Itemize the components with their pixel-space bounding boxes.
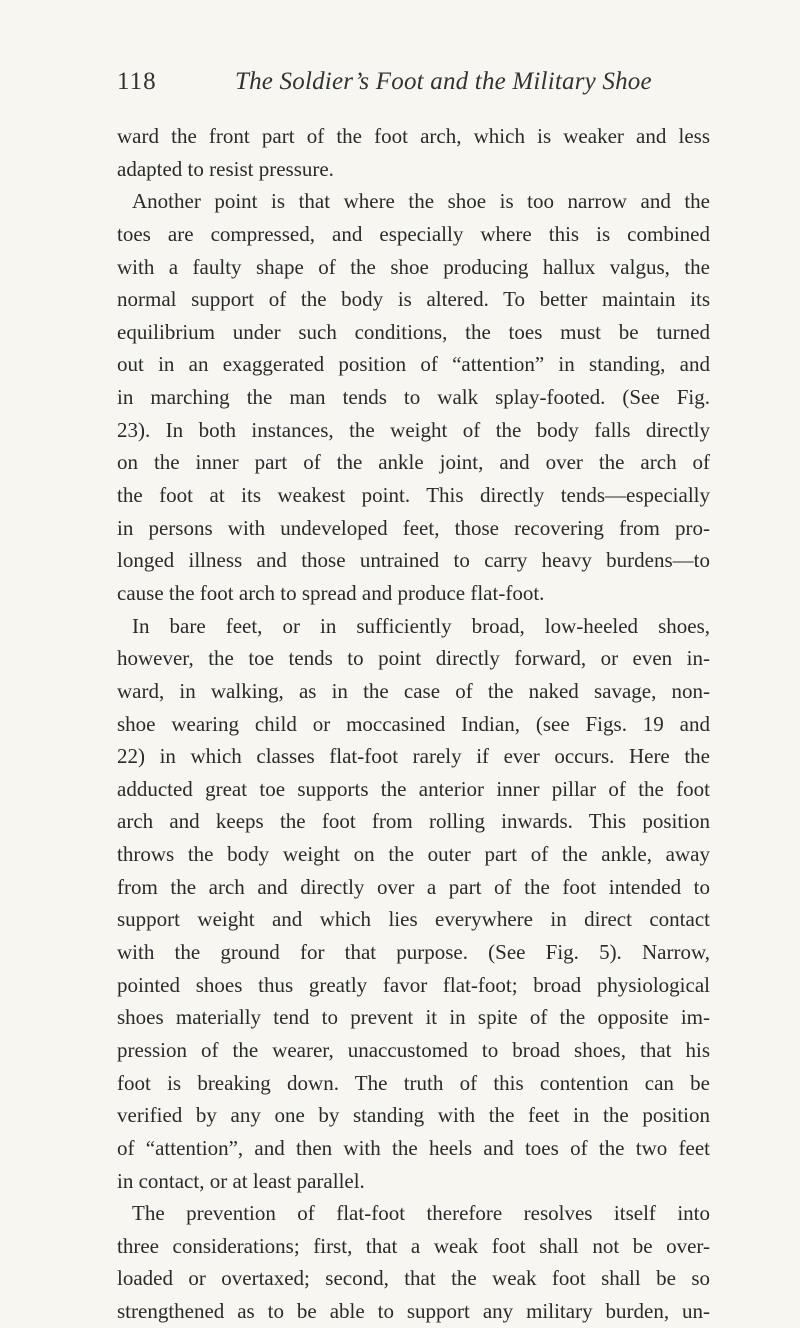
- text-line: in persons with undeveloped feet, those recovering from pro-: [117, 515, 710, 540]
- text-line: with a faulty shape of the shoe producing hallux valgus, the: [117, 254, 710, 279]
- text-line: ward, in walking, as in the case of the naked savage, non-: [117, 678, 710, 703]
- text-line: verified by any one by standing with the feet in the position: [117, 1103, 710, 1128]
- text-line: 22) in which classes flat-foot rarely if ever occurs. Here the: [117, 744, 710, 769]
- text-line: pression of the wearer, unaccustomed to broad shoes, that his: [117, 1037, 710, 1062]
- text-line: from the arch and directly over a part of the foot intended to: [117, 874, 710, 899]
- text-line: cause the foot arch to spread and produce flat-foot.: [117, 580, 545, 605]
- text-line: the foot at its weakest point. This directly tends—especially: [117, 483, 710, 508]
- text-line: in contact, or at least parallel.: [117, 1168, 365, 1193]
- text-line: of “attention”, and then with the heels and toes of the two feet: [117, 1135, 710, 1160]
- text-line: support weight and which lies everywhere in direct contact: [117, 907, 710, 932]
- text-line: strengthened as to be able to support any military burden, un-: [117, 1299, 710, 1324]
- text-line: throws the body weight on the outer part of the ankle, away: [117, 842, 710, 867]
- text-line: normal support of the body is altered. To better maintain its: [117, 287, 710, 312]
- text-line: equilibrium under such conditions, the toes must be turned: [117, 319, 710, 344]
- text-line: In bare feet, or in sufficiently broad, low-heeled shoes,: [132, 613, 710, 638]
- text-line: shoes materially tend to prevent it in spite of the opposite im-: [117, 1005, 710, 1030]
- text-line: out in an exaggerated position of “attention” in standing, and: [117, 352, 710, 377]
- text-line: toes are compressed, and especially where this is combined: [117, 221, 710, 246]
- page-number: 118: [117, 68, 157, 95]
- text-line: in marching the man tends to walk splay-footed. (See Fig.: [117, 385, 710, 410]
- text-line: 23). In both instances, the weight of the body falls directly: [117, 417, 710, 442]
- text-line: three considerations; first, that a weak foot shall not be over-: [117, 1233, 710, 1258]
- text-line: arch and keeps the foot from rolling inwards. This position: [117, 809, 710, 834]
- text-line: loaded or overtaxed; second, that the weak foot shall be so: [117, 1266, 710, 1291]
- text-line: Another point is that where the shoe is too narrow and the: [132, 189, 710, 214]
- text-line: adapted to resist pressure.: [117, 156, 334, 181]
- running-head: [117, 62, 707, 102]
- text-line: ward the front part of the foot arch, which is weaker and less: [117, 124, 710, 148]
- text-line: foot is breaking down. The truth of this contention can be: [117, 1070, 710, 1095]
- text-line: The prevention of flat-foot therefore resolves itself into: [132, 1201, 710, 1226]
- running-title: The Soldier’s Foot and the Military Shoe: [235, 68, 652, 95]
- text-line: on the inner part of the ankle joint, and over the arch of: [117, 450, 710, 475]
- text-line: adducted great toe supports the anterior inner pillar of the foot: [117, 776, 710, 801]
- text-line: however, the toe tends to point directly forward, or even in-: [117, 646, 710, 671]
- text-line: longed illness and those untrained to carry heavy burdens—to: [117, 548, 710, 573]
- body-text: [117, 120, 710, 1328]
- text-line: with the ground for that purpose. (See Fig. 5). Narrow,: [117, 940, 710, 965]
- text-line: shoe wearing child or moccasined Indian, (see Figs. 19 and: [117, 711, 710, 736]
- text-line: pointed shoes thus greatly favor flat-foot; broad physiological: [117, 972, 710, 997]
